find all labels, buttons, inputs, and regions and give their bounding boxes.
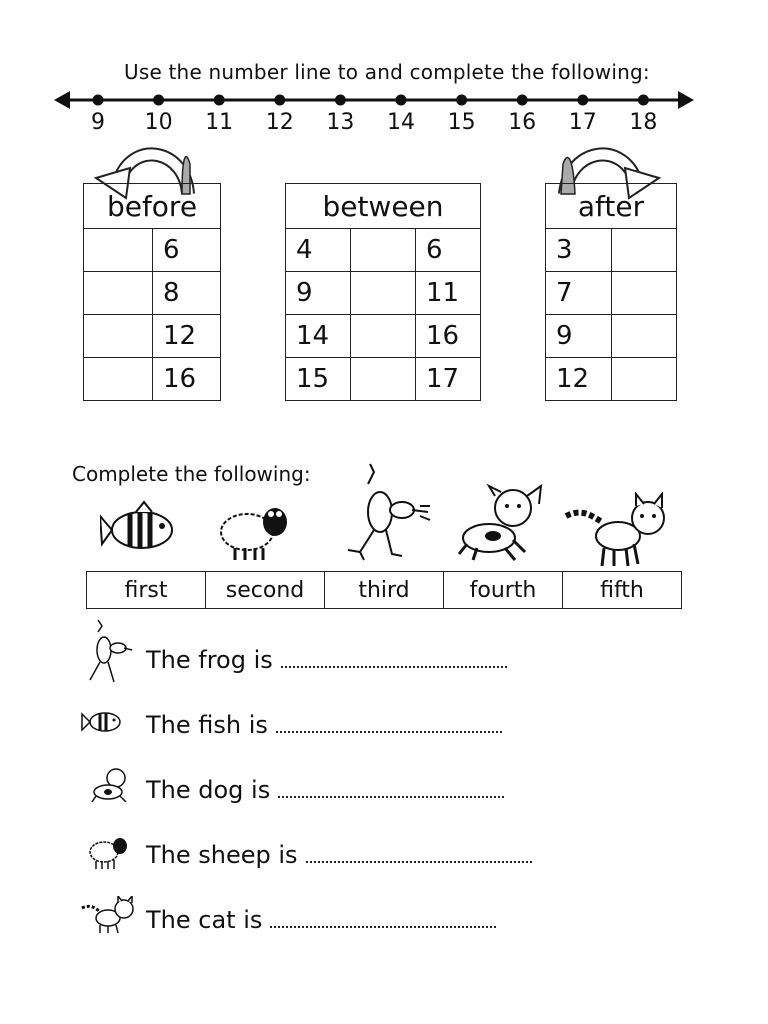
answer-cell[interactable] — [612, 272, 677, 315]
number-cell: 12 — [546, 358, 612, 401]
sheep-small-icon — [88, 832, 130, 870]
number-line-point — [456, 95, 467, 106]
number-line-point — [396, 95, 407, 106]
number-cell: 3 — [546, 229, 612, 272]
before-header: before — [84, 184, 221, 229]
answer-cell[interactable] — [351, 272, 416, 315]
cat-small-icon — [80, 896, 138, 934]
number-line-point — [335, 95, 346, 106]
number-line-label: 17 — [568, 110, 597, 135]
number-cell: 4 — [286, 229, 351, 272]
dog-answer-line[interactable] — [278, 795, 504, 798]
number-cell: 9 — [286, 272, 351, 315]
frog-icon — [340, 462, 435, 562]
frog-sentence-text: The frog is — [146, 646, 273, 674]
answer-cell[interactable] — [84, 229, 153, 272]
after-header: after — [546, 184, 677, 229]
sheep-answer-line[interactable] — [306, 860, 532, 863]
section-subtitle: Complete the following: — [72, 462, 311, 486]
dog-small-icon — [90, 766, 132, 802]
answer-cell[interactable] — [351, 315, 416, 358]
number-line-label: 16 — [508, 110, 537, 135]
number-line-label: 13 — [326, 110, 355, 135]
number-line-label: 11 — [205, 110, 234, 135]
answer-cell[interactable] — [84, 358, 153, 401]
number-cell: 8 — [153, 272, 221, 315]
number-cell: 17 — [416, 358, 481, 401]
number-line-label: 15 — [447, 110, 476, 135]
cat-sentence-text: The cat is — [146, 906, 263, 934]
answer-cell[interactable] — [612, 229, 677, 272]
ordinal-fourth: fourth — [444, 572, 563, 609]
between-header: between — [286, 184, 481, 229]
after-table — [545, 183, 677, 401]
number-line-label: 18 — [629, 110, 658, 135]
answer-cell[interactable] — [612, 358, 677, 401]
answer-cell[interactable] — [351, 229, 416, 272]
ordinal-third: third — [325, 572, 444, 609]
fish-sentence — [146, 711, 502, 739]
number-line-label: 12 — [265, 110, 294, 135]
sheep-icon — [215, 498, 295, 562]
cat-answer-line[interactable] — [270, 925, 496, 928]
sheep-sentence — [146, 841, 532, 869]
number-cell: 11 — [416, 272, 481, 315]
number-line-point — [517, 95, 528, 106]
number-line-label: 9 — [91, 110, 105, 135]
ordinal-first: first — [87, 572, 206, 609]
sheep-sentence-text: The sheep is — [146, 841, 298, 869]
number-line-point — [638, 95, 649, 106]
number-cell: 16 — [153, 358, 221, 401]
ordinal-second: second — [206, 572, 325, 609]
number-cell: 7 — [546, 272, 612, 315]
right-arrow-icon — [678, 91, 694, 109]
dog-sentence — [146, 776, 504, 804]
number-line-label: 10 — [144, 110, 173, 135]
dog-sentence-text: The dog is — [146, 776, 271, 804]
fish-sentence-text: The fish is — [146, 711, 268, 739]
ordinals-table — [86, 571, 682, 609]
frog-small-icon — [84, 618, 134, 686]
frog-answer-line[interactable] — [281, 665, 507, 668]
answer-cell[interactable] — [84, 272, 153, 315]
dog-icon — [455, 482, 550, 564]
fish-icon — [100, 500, 180, 560]
number-cell: 16 — [416, 315, 481, 358]
instruction-title: Use the number line to and complete the following: — [124, 60, 650, 84]
number-line-point — [214, 95, 225, 106]
number-line-point — [577, 95, 588, 106]
answer-cell[interactable] — [84, 315, 153, 358]
number-line-point — [274, 95, 285, 106]
cat-sentence — [146, 906, 496, 934]
number-line-point — [153, 95, 164, 106]
answer-cell[interactable] — [612, 315, 677, 358]
number-line-point — [93, 95, 104, 106]
frog-sentence — [146, 646, 507, 674]
ordinal-fifth: fifth — [563, 572, 682, 609]
before-table — [83, 183, 221, 401]
number-cell: 14 — [286, 315, 351, 358]
number-cell: 12 — [153, 315, 221, 358]
number-line-label: 14 — [387, 110, 415, 135]
number-cell: 15 — [286, 358, 351, 401]
number-cell: 6 — [416, 229, 481, 272]
fish-answer-line[interactable] — [276, 730, 502, 733]
cat-icon — [562, 492, 672, 570]
answer-cell[interactable] — [351, 358, 416, 401]
number-cell: 6 — [153, 229, 221, 272]
left-arrow-icon — [54, 91, 70, 109]
between-table — [285, 183, 481, 401]
number-cell: 9 — [546, 315, 612, 358]
fish-small-icon — [80, 706, 125, 738]
